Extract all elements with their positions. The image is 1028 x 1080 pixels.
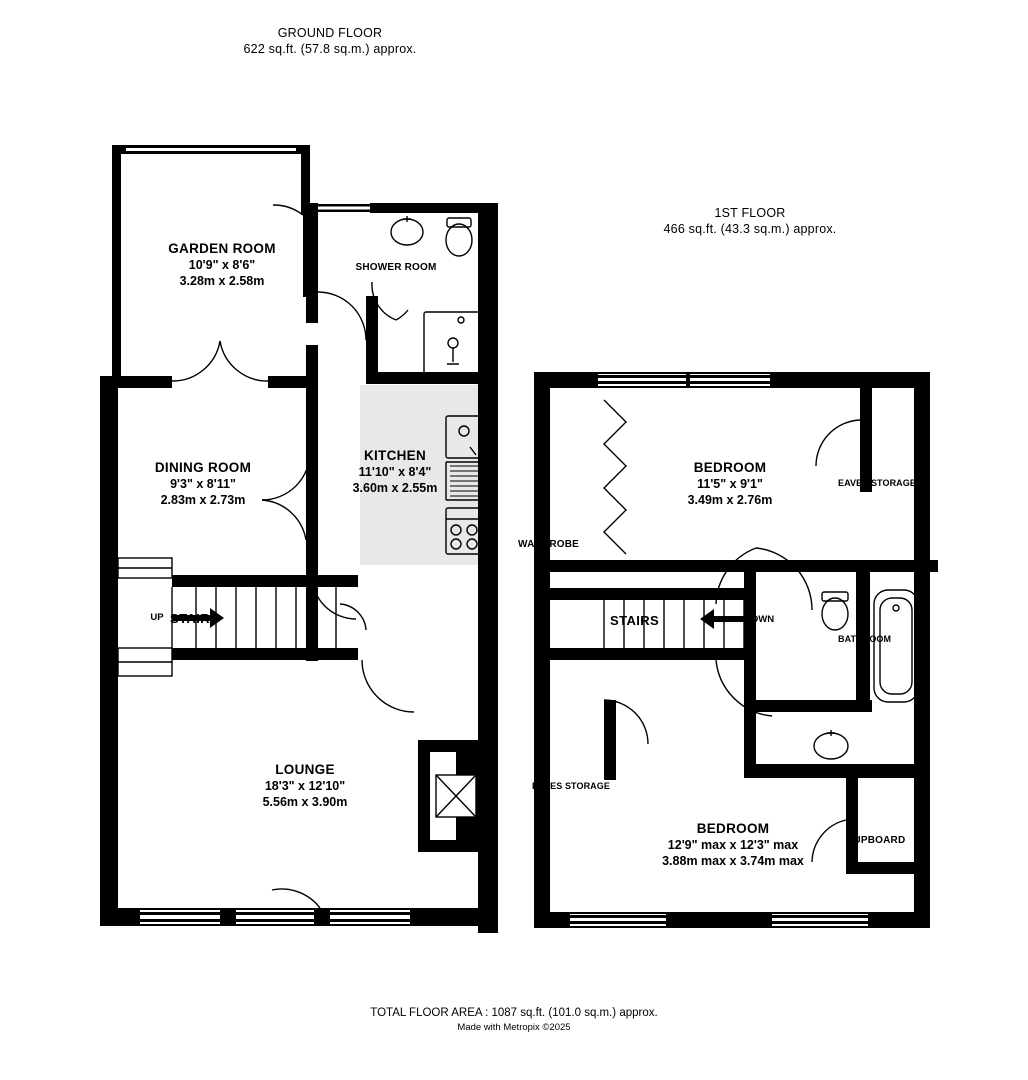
room-label-garden-room: GARDEN ROOM 10'9" x 8'6" 3.28m x 2.58m (168, 241, 276, 288)
ground-floor-heading (180, 26, 480, 57)
label-ground-stairs: STAIRS (170, 611, 220, 626)
label-first-stairs: STAIRS (610, 613, 660, 628)
total-floor-area: TOTAL FLOOR AREA : 1087 sq.ft. (101.0 sq.m.) approx. (370, 1007, 658, 1019)
label-eaves-storage-bottom: EAVES STORAGE (532, 781, 610, 791)
first-floor-title: 1ST FLOOR (714, 206, 786, 220)
room-label-bedroom-2: BEDROOM 12'9" max x 12'3" max 3.88m max x 3.74m max (662, 821, 804, 868)
ground-floor-area: 622 sq.ft. (57.8 sq.m.) approx. (243, 41, 417, 56)
first-floor-area: 466 sq.ft. (43.3 sq.m.) approx. (663, 221, 837, 236)
room-label-dining-room: DINING ROOM 9'3" x 8'11" 2.83m x 2.73m (154, 460, 252, 507)
room-label-bedroom-1: BEDROOM 11'5" x 9'1" 3.49m x 2.76m (687, 460, 773, 507)
label-shower-room: SHOWER ROOM (355, 262, 437, 273)
label-eaves-storage-top: EAVES STORAGE (838, 478, 916, 488)
label-bathroom: BATHROOM (838, 634, 892, 644)
metropix-credit: Made with Metropix ©2025 (457, 1022, 571, 1033)
fireplace (436, 775, 476, 817)
room-label-kitchen: KITCHEN 11'10" x 8'4" 3.60m x 2.55m (352, 448, 438, 495)
label-wardrobe: WARDROBE (518, 539, 580, 550)
label-cupboard: CUPBOARD (846, 835, 906, 846)
first-floor-heading (600, 206, 900, 237)
ground-floor-title: GROUND FLOOR (277, 26, 383, 40)
room-label-lounge: LOUNGE 18'3" x 12'10" 5.56m x 3.90m (262, 762, 348, 809)
label-stairs-up: UP (150, 612, 164, 623)
label-stairs-down: DOWN (744, 614, 775, 625)
